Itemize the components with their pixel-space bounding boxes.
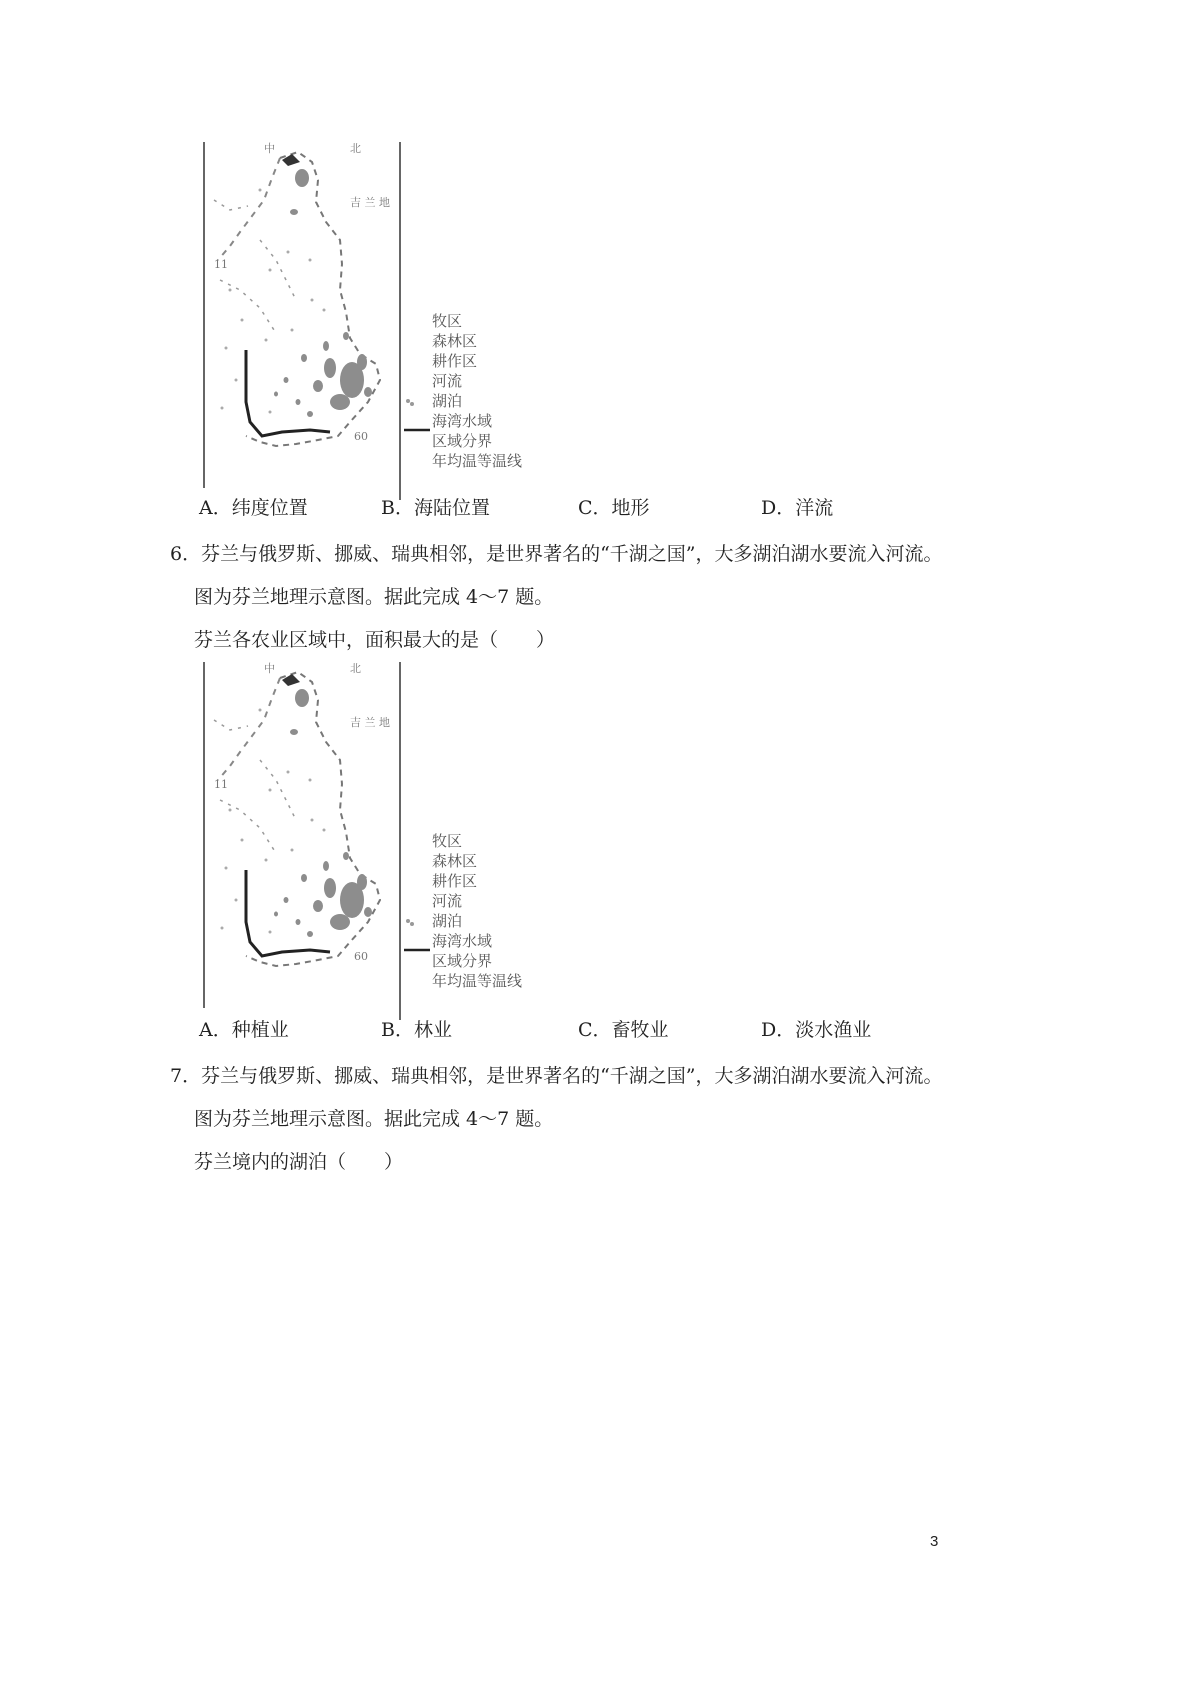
q6-option-a: A．种植业 — [199, 1019, 289, 1041]
q5-option-b: B．海陆位置 — [381, 497, 490, 519]
legend-item: 海湾水域 — [432, 932, 493, 950]
q7-stem-line1: 7．芬兰与俄罗斯、挪威、瑞典相邻，是世界著名的“千湖之国”，大多湖泊湖水要流入河流。 — [170, 1065, 943, 1087]
q6-option-c: C．畜牧业 — [578, 1019, 669, 1041]
q6-question: 芬兰各农业区域中，面积最大的是（ ） — [194, 629, 556, 651]
q5-option-c: C．地形 — [578, 497, 650, 519]
q6-stem-line2: 图为芬兰地理示意图。据此完成 4～7 题。 — [194, 586, 554, 608]
legend-item: 海湾水域 — [432, 412, 493, 430]
q5-option-a: A．纬度位置 — [199, 497, 308, 519]
finland-map-figure — [200, 660, 570, 1022]
map-label-top: 中 — [264, 662, 275, 675]
legend-item: 森林区 — [432, 852, 478, 870]
map-label-left: 11 — [214, 258, 228, 271]
finland-map-figure — [200, 140, 570, 502]
legend-item: 湖泊 — [432, 392, 463, 410]
page-number: 3 — [930, 1533, 939, 1550]
map-label-top-right: 北 — [350, 662, 361, 675]
map-label-bottom: 60 — [354, 430, 368, 443]
map-label-right: 吉 兰 地 — [350, 716, 390, 729]
legend-item: 河流 — [432, 892, 463, 910]
legend-item: 区域分界 — [432, 432, 493, 450]
map-label-left: 11 — [214, 778, 228, 791]
legend-item: 年均温等温线 — [432, 972, 523, 990]
q7-question: 芬兰境内的湖泊（ ） — [194, 1151, 404, 1173]
q6-option-b: B．林业 — [381, 1019, 452, 1041]
q5-option-d: D．洋流 — [761, 497, 834, 519]
legend-item: 湖泊 — [432, 912, 463, 930]
legend-item: 耕作区 — [432, 872, 478, 890]
legend-item: 牧区 — [432, 832, 463, 850]
map-label-bottom: 60 — [354, 950, 368, 963]
q7-stem-line2: 图为芬兰地理示意图。据此完成 4～7 题。 — [194, 1108, 554, 1130]
q6-option-d: D．淡水渔业 — [761, 1019, 872, 1041]
legend-item: 森林区 — [432, 332, 478, 350]
q6-stem-line1: 6．芬兰与俄罗斯、挪威、瑞典相邻，是世界著名的“千湖之国”，大多湖泊湖水要流入河流。 — [170, 543, 943, 565]
map-label-right: 吉 兰 地 — [350, 196, 390, 209]
map-label-top-right: 北 — [350, 142, 361, 155]
legend-item: 年均温等温线 — [432, 452, 523, 470]
figure-legend — [432, 832, 522, 990]
figure-legend — [432, 312, 522, 470]
legend-item: 区域分界 — [432, 952, 493, 970]
legend-item: 耕作区 — [432, 352, 478, 370]
map-label-top: 中 — [264, 142, 275, 155]
legend-item: 牧区 — [432, 312, 463, 330]
legend-item: 河流 — [432, 372, 463, 390]
